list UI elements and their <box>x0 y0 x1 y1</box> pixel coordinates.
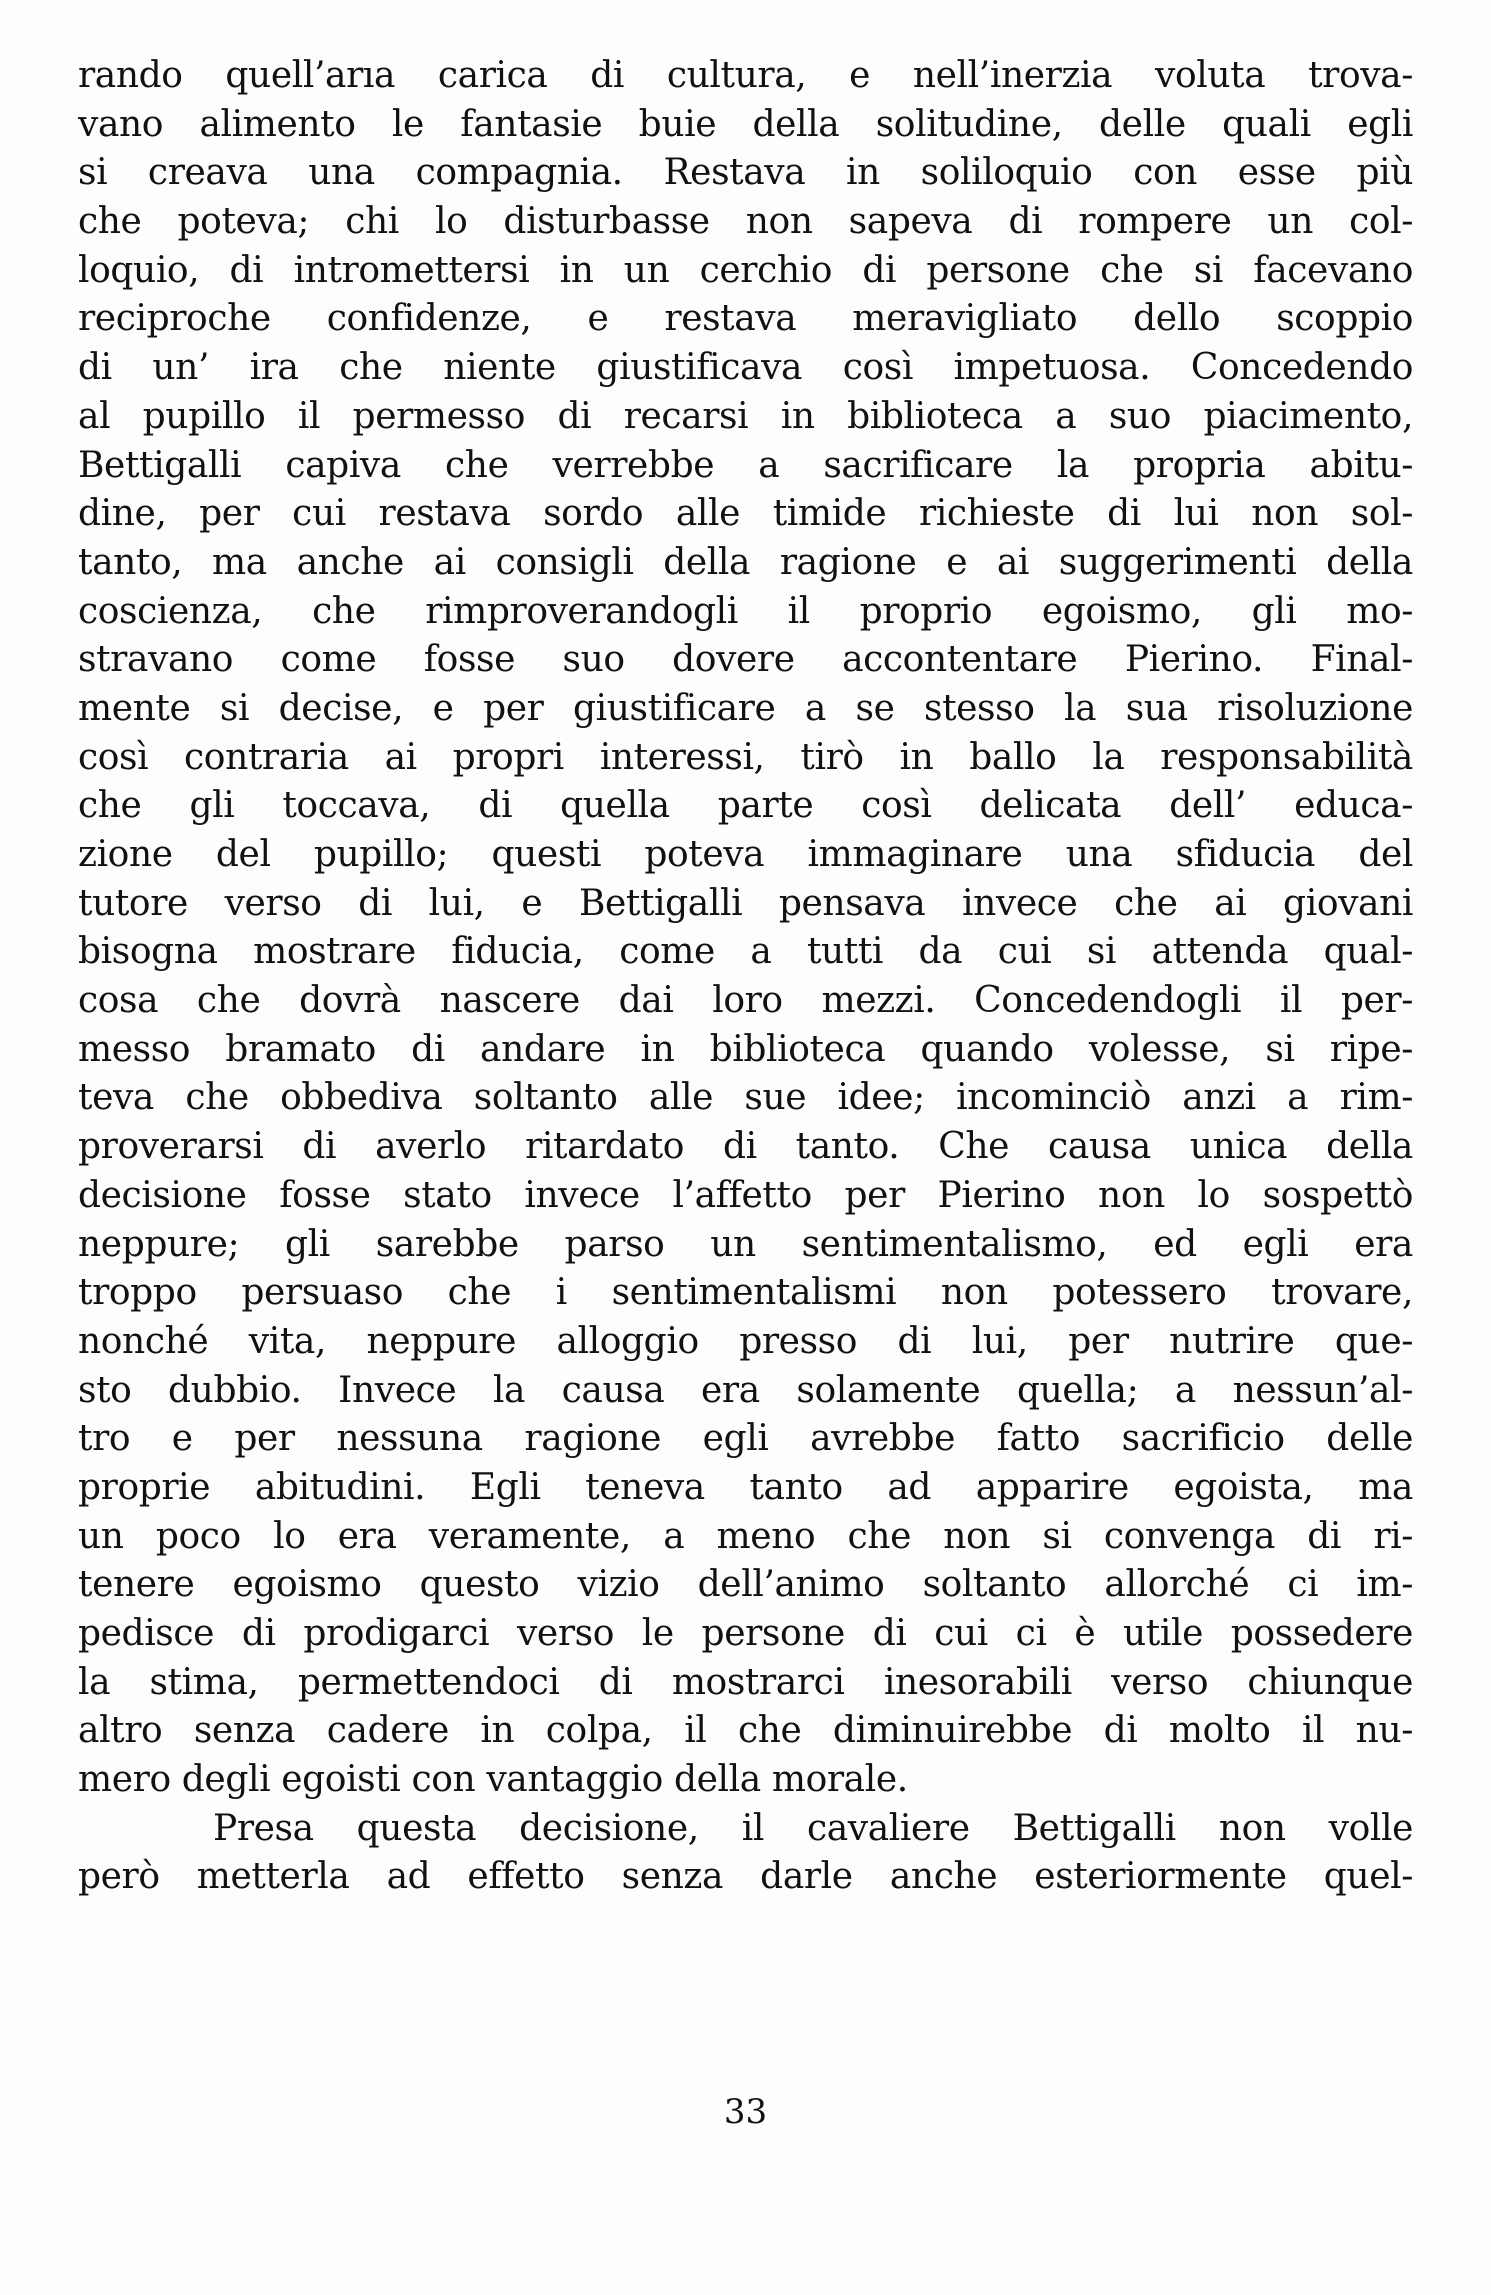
text-line: teva che obbediva soltanto alle sue idee; incominciò anzi a rim- <box>78 1077 1413 1119</box>
body-text <box>78 52 1413 1902</box>
text-line: però metterla ad effetto senza darle anche esteriormente quel- <box>78 1856 1413 1898</box>
text-line: tro e per nessuna ragione egli avrebbe fatto sacrificio delle <box>78 1418 1413 1460</box>
text-line: la stima, permettendoci di mostrarci inesorabili verso chiunque <box>78 1661 1413 1703</box>
text-line: tutore verso di lui, e Bettigalli pensava invece che ai giovani <box>78 882 1413 924</box>
text-line: reciproche confidenze, e restava meravigliato dello scoppio <box>78 298 1413 340</box>
text-line: neppure; gli sarebbe parso un sentimentalismo, ed egli era <box>78 1223 1413 1265</box>
text-line: mente si decise, e per giustificare a se stesso la sua risoluzione <box>78 687 1413 729</box>
text-line: tenere egoismo questo vizio dell’animo soltanto allorché ci im- <box>78 1564 1413 1606</box>
text-line: proverarsi di averlo ritardato di tanto. Che causa unica della <box>78 1126 1413 1168</box>
text-line: un poco lo era veramente, a meno che non si convenga di ri- <box>78 1515 1413 1557</box>
text-line: decisione fosse stato invece l’affetto per Pierino non lo sospettò <box>78 1174 1413 1216</box>
page-number: 33 <box>723 2092 768 2132</box>
text-line: sto dubbio. Invece la causa era solamente quella; a nessun’al- <box>78 1369 1413 1411</box>
text-line: coscienza, che rimproverandogli il proprio egoismo, gli mo- <box>78 590 1413 632</box>
text-line: rando quell’arıa carica di cultura, e nell’inerzia voluta trova- <box>78 55 1413 96</box>
text-line: altro senza cadere in colpa, il che diminuirebbe di molto il nu- <box>78 1710 1413 1752</box>
text-line: vano alimento le fantasie buie della solitudine, delle quali egli <box>78 103 1413 145</box>
text-line: bisogna mostrare fiducia, come a tutti da cui si attenda qual- <box>78 931 1413 973</box>
text-line: stravano come fosse suo dovere accontentare Pierino. Final- <box>78 639 1413 681</box>
text-line: Presa questa decisione, il cavaliere Bettigalli non volle <box>213 1807 1413 1849</box>
text-line: loquio, di intromettersi in un cerchio di persone che si facevano <box>78 249 1413 291</box>
text-line: si creava una compagnia. Restava in soliloquio con esse più <box>78 152 1413 194</box>
text-line: così contraria ai propri interessi, tirò in ballo la responsabilità <box>78 736 1413 778</box>
text-line: mero degli egoisti con vantaggio della morale. <box>78 1759 908 1801</box>
text-line: pedisce di prodigarci verso le persone di cui ci è utile possedere <box>78 1613 1413 1654</box>
text-line: cosa che dovrà nascere dai loro mezzi. Concedendogli il per- <box>78 980 1413 1022</box>
text-line: nonché vita, neppure alloggio presso di lui, per nutrire que- <box>78 1320 1413 1362</box>
text-line: proprie abitudini. Egli teneva tanto ad apparire egoista, ma <box>78 1466 1413 1508</box>
text-line: di un’ ira che niente giustificava così impetuosa. Concedendo <box>78 347 1413 389</box>
text-line: troppo persuaso che i sentimentalismi non potessero trovare, <box>78 1272 1413 1314</box>
text-line: zione del pupillo; questi poteva immaginare una sfiducia del <box>78 834 1413 875</box>
text-line: al pupillo il permesso di recarsi in biblioteca a suo piacimento, <box>78 395 1413 437</box>
text-line: tanto, ma anche ai consigli della ragione e ai suggerimenti della <box>78 541 1413 583</box>
text-line: che poteva; chi lo disturbasse non sapeva di rompere un col- <box>78 201 1413 243</box>
text-line: che gli toccava, di quella parte così delicata dell’ educa- <box>78 785 1413 827</box>
text-line: dine, per cui restava sordo alle timide richieste di lui non sol- <box>78 493 1413 535</box>
text-line: messo bramato di andare in biblioteca quando volesse, si ripe- <box>78 1028 1413 1070</box>
text-line: Bettigalli capiva che verrebbe a sacrificare la propria abitu- <box>78 444 1413 486</box>
